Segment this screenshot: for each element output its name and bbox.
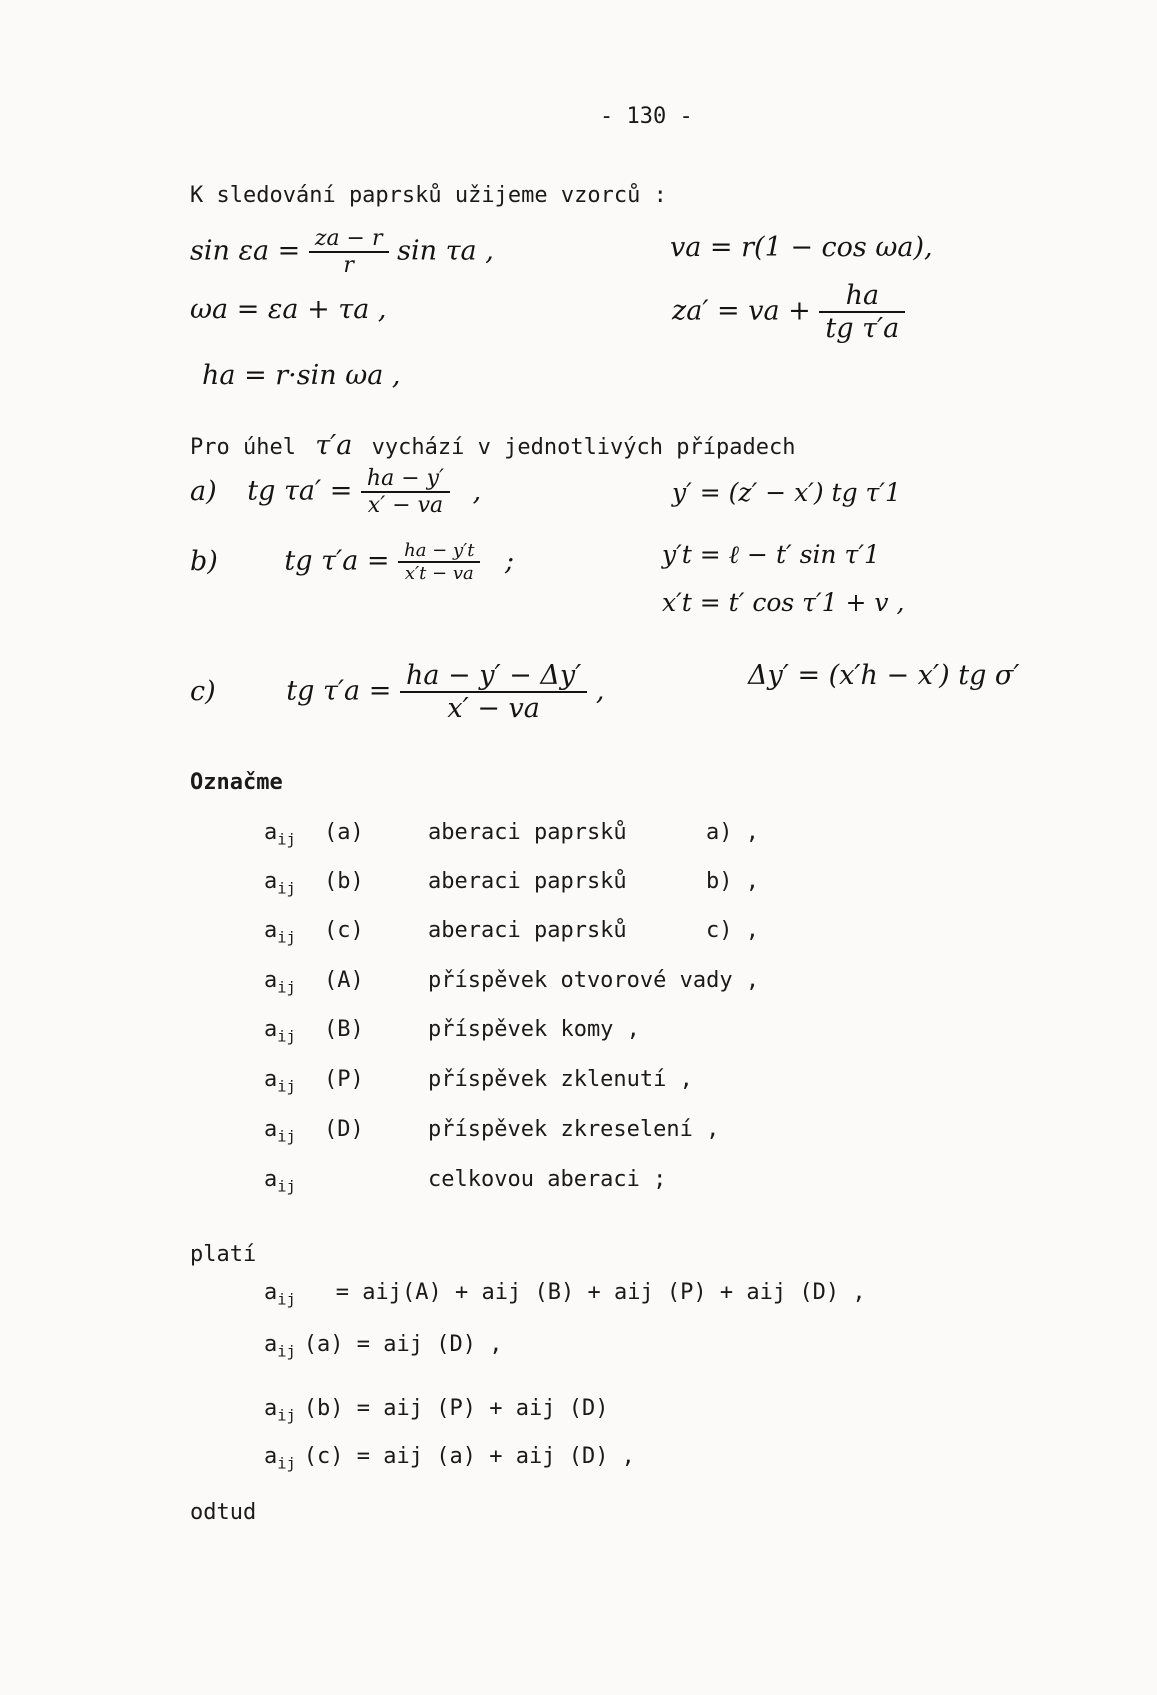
case-b-lhs: tg τ′a = <box>284 545 390 577</box>
formula-z <box>672 280 905 344</box>
case-c-lhs: tg τ′a = <box>286 675 392 707</box>
case-c-label: c) <box>190 675 216 707</box>
case-a-den: x′ − va <box>367 493 444 518</box>
formula-omega: ωa = εa + τa , <box>190 294 387 325</box>
pro-uhel-prefix: Pro úhel <box>190 435 296 460</box>
case-b-num: ha − y′t <box>398 540 480 563</box>
case-a-fraction <box>361 466 450 518</box>
def-row-3-text: aberaci paprsků <box>428 918 627 943</box>
def-row-4-text: příspěvek otvorové vady , <box>428 968 760 993</box>
formula-z-fraction <box>819 280 905 344</box>
def-row-5-text: příspěvek komy , <box>428 1017 640 1042</box>
formula-h: ha = r·sin ωa , <box>202 360 401 391</box>
oznacme-heading: Označme <box>190 770 283 795</box>
case-a-label: a) <box>190 475 217 507</box>
case-c-den: x′ − va <box>447 693 540 724</box>
def-row-2-case: b) , <box>706 869 759 894</box>
def-row-4-sym: $a_{ij}$ <box>264 968 296 997</box>
case-a-punct: , <box>472 475 482 507</box>
formula-sin-eps-lhs: sin εa = <box>190 235 301 267</box>
case-a-num: ha − y′ <box>361 466 450 493</box>
formula-sin-epsilon <box>190 226 494 278</box>
equation-1: $a_{ij} = aij(A)$ + aij (B) + aij (P) + aij (D) , <box>264 1280 866 1309</box>
formula-sin-eps-rhs: sin τa , <box>397 235 494 267</box>
def-row-3-label: (c) <box>324 918 364 943</box>
formula-sin-eps-num: za − r <box>309 226 389 253</box>
equation-4: $a_{ij}$ (c) = aij (a) + aij (D) , <box>264 1444 635 1473</box>
case-a-lhs: tg τa′ = <box>247 475 353 507</box>
page-number: - 130 - <box>600 104 693 129</box>
pro-uhel-line <box>190 430 795 461</box>
def-row-5-label: (B) <box>324 1017 364 1042</box>
def-row-1-label: (a) <box>324 820 364 845</box>
formula-sin-eps-fraction <box>309 226 389 278</box>
def-row-2-label: (b) <box>324 869 364 894</box>
intro-text: K sledování paprsků užijeme vzorců : <box>190 183 667 208</box>
def-row-2-sym: $a_{ij}$ <box>264 869 296 898</box>
case-c-formula <box>190 660 604 724</box>
def-row-1-sym: $a_{ij}$ <box>264 820 296 849</box>
def-row-7-sym: $a_{ij}$ <box>264 1117 296 1146</box>
case-b-fraction <box>398 540 480 584</box>
def-row-1-case: a) , <box>706 820 759 845</box>
case-b-label: b) <box>190 545 218 577</box>
formula-v: va = r(1 − cos ωa), <box>670 232 933 263</box>
def-row-6-sym: $a_{ij}$ <box>264 1067 296 1096</box>
case-b-punct: ; <box>505 545 515 577</box>
def-row-4-label: (A) <box>324 968 364 993</box>
pro-uhel-suffix: vychází v jednotlivých případech <box>371 435 796 460</box>
def-row-8-text: celkovou aberaci ; <box>428 1167 667 1192</box>
case-b-formula <box>190 540 514 584</box>
case-c-fraction <box>400 660 587 724</box>
formula-z-num: ha <box>819 280 905 313</box>
case-b-rhs2: x′t = t′ cos τ′1 + v , <box>662 588 905 617</box>
def-row-8-sym: $a_{ij}$ <box>264 1167 296 1196</box>
def-row-1-text: aberaci paprsků <box>428 820 627 845</box>
case-a-formula <box>190 466 481 518</box>
equation-2: $a_{ij}$ (a) = aij (D) , <box>264 1332 503 1361</box>
formula-z-den: tg τ′a <box>825 313 900 344</box>
case-c-punct: , <box>595 675 605 707</box>
case-b-den: x′t − va <box>404 563 474 584</box>
equation-3: $a_{ij}$ (b) = aij (P) + aij (D) <box>264 1396 609 1425</box>
def-row-6-text: příspěvek zklenutí , <box>428 1067 693 1092</box>
formula-z-lhs: za′ = va + <box>672 295 811 327</box>
pro-uhel-symbol: τ′a <box>315 430 353 461</box>
case-c-rhs: Δy′ = (x′h − x′) tg σ′ <box>748 660 1020 691</box>
def-row-6-label: (P) <box>324 1067 364 1092</box>
formula-sin-eps-den: r <box>343 253 354 278</box>
case-b-rhs1: y′t = ℓ − t′ sin τ′1 <box>662 540 880 569</box>
def-row-3-sym: $a_{ij}$ <box>264 918 296 947</box>
def-row-2-text: aberaci paprsků <box>428 869 627 894</box>
plati-heading: platí <box>190 1242 257 1267</box>
def-row-3-case: c) , <box>706 918 759 943</box>
case-a-rhs: y′ = (z′ − x′) tg τ′1 <box>672 478 901 507</box>
def-row-5-sym: $a_{ij}$ <box>264 1017 296 1046</box>
case-c-num: ha − y′ − Δy′ <box>400 660 587 693</box>
def-row-7-label: (D) <box>324 1117 364 1142</box>
odtud-text: odtud <box>190 1500 257 1525</box>
def-row-7-text: příspěvek zkreselení , <box>428 1117 720 1142</box>
